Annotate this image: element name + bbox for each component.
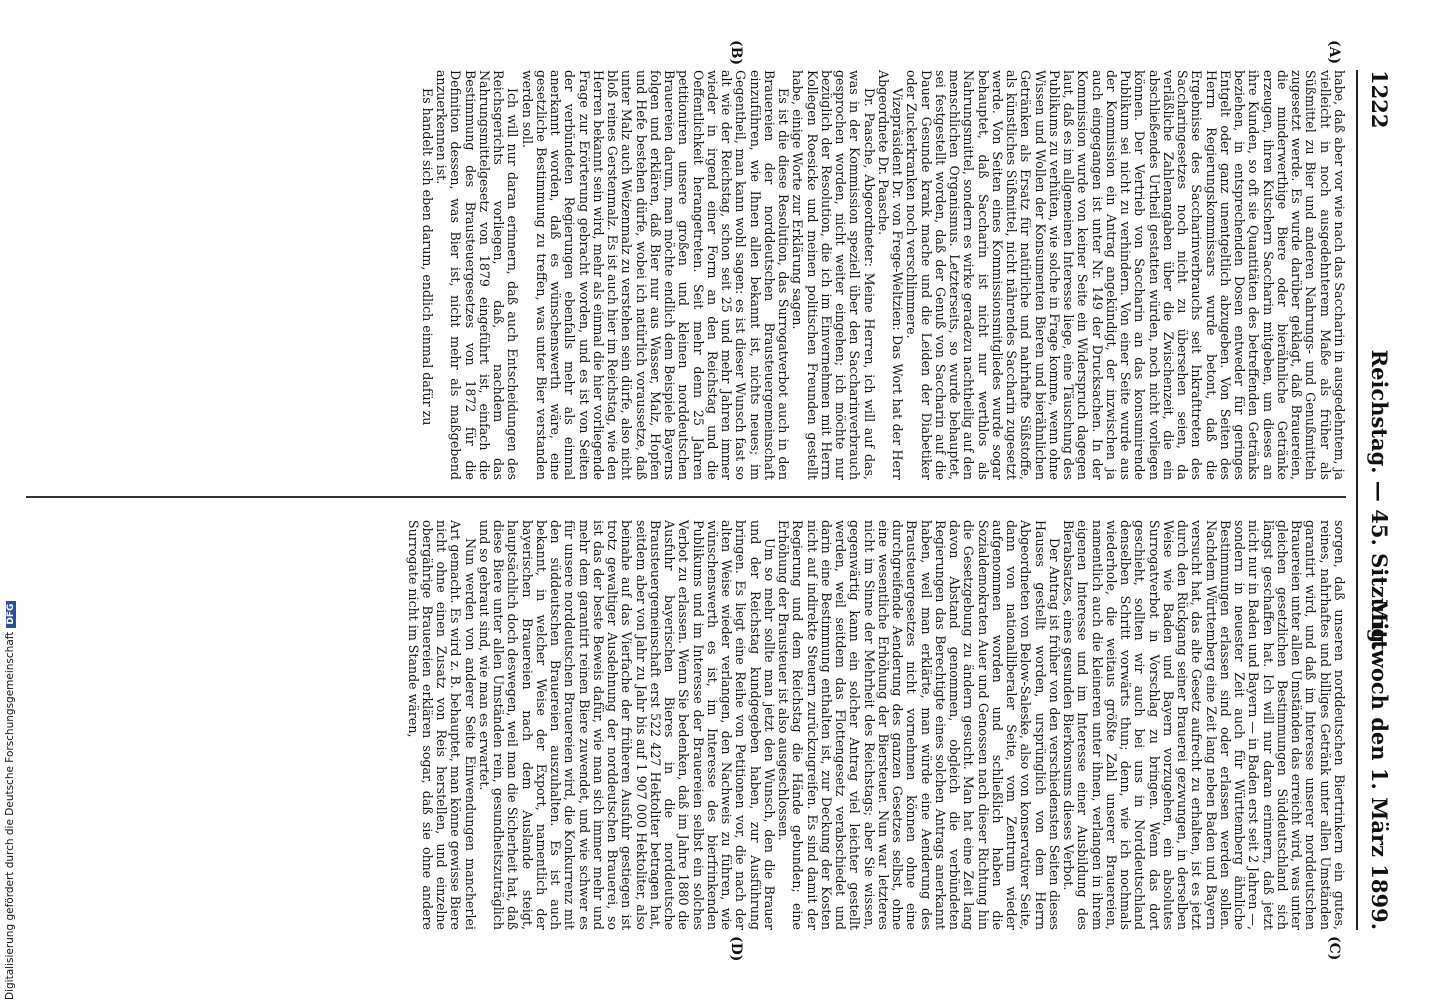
session-date: Mittwoch den 1. März 1899. [1367, 599, 1392, 930]
margin-marker-c: (C) [1326, 936, 1342, 961]
paragraph: Nun werden von anderer Seite Einwendungen mancherlei Art gemacht. Es wird z. B. behauptet, man könne gewisse Biere nicht ohne einen Zusatz von Reis herstellen, und einzelne obergährige Brauereien erklären sogar, daß sie ohne andere Surrogate nicht im Stande wären, [405, 520, 478, 930]
paragraph: Ich will nur daran erinnern, daß auch Entscheidungen des Reichsgerichts vorliegen, daß, nachdem das Nahrungsmittelgesetz von 1879 eingeführt ist, einfach die Bestimmung des Brausteuergesetzes von 1872 für die Definition dessen, was Bier ist, nicht mehr als maßgebend anzuerkennen ist. [434, 70, 521, 480]
margin-marker-a: (A) [1326, 40, 1342, 65]
digitization-credit [4, 601, 16, 1000]
speaker-paragraph: Vizepräsident Dr. von Frege-Weltzien: Das Wort hat der Herr Abgeordnete Dr. Paasche. [876, 70, 906, 480]
page-header [1360, 70, 1392, 930]
paragraph: Um so mehr sollte man jetzt den Wunsch, den die Brauer und der Reichstag kundgegeben haben, zur Ausführung bringen. Es liegt eine Reihe von Petitionen vor, die nach der alten Weise wieder verlangen, den Nachweis zu führen, wie wünschenswerth es ist, im Interesse des bierfrinkenden Publikums und im Interesse der Brauereien selbst ein solches Verbot zu erlassen. Wenn Sie bedenken, daß im Jahre 1880 die Ausfuhr bayerischen Bieres in die norddeutsche Brausteuergemeinschaft erst 522 427 Hektoliter betragen hat, seitdem aber von Jahr zu Jahr bis auf 1 907 000 Hektoliter, also beinahe auf das Vierfache der früheren Ausfuhr gestiegen ist trotz gewaltiger Ausdehnung der norddeutschen Brauerei, so ist das der beste Beweis dafür, wie man sich immer mehr und mehr dem garantirt reinen Biere zuwendet, und wie schwer es für unsere norddeutschen Brauereien wird, die Konkurrenz mit den süddeutschen Brauereien auszuhalten. Es ist auch bekannt, in welcher Weise der Export, namentlich der bayerischen Brauereien nach dem Auslande steigt, hauptsächlich doch deswegen, weil man die Sicherheit hat, daß diese Biere unter allen Umständen rein, gesundheitszuträglich und so gebraut sind, wie man es erwartet. [477, 520, 777, 930]
right-column [406, 520, 1347, 930]
session-title: Reichstag. — 45. Sitzung. [1367, 349, 1392, 651]
paragraph: Der Antrag ist früher von den verschiedensten Seiten dieses Hauses gestellt worden, ursprünglich von dem Herrn Abgeordneten von Below-Saleske, also von konservativer Seite, dann von nationalliberaler Seite, vom Zentrum wieder aufgenommen worden und schließlich haben die Sozialdemokraten Auer und Genossen nach dieser Richtung hin die Gesetzgebung zu ändern gesucht. Man hat eine Zeit lang davon Abstand genommen, obgleich die verbündeten Regierungen das Berechtigte eines solchen Antrags anerkannt haben, weil man erklärte, man würde eine Aenderung des Brausteuergesetzes nicht vornehmen können ohne eine durchgreifende Aenderung des ganzen Gesetzes selbst, ohne eine wesentliche Erhöhung der Biersteuer. Nun war letzteres nicht im Sinne der Mehrheit des Reichstags; aber Sie wissen, gegenwärtig kann ein solcher Antrag viel leichter gestellt werden, weil seitdem das Flottengesetz verabschiedet und darin eine Bestimmung enthalten ist, zur Deckung der Kosten nicht auf indirekte Steuern zurückzugreifen. Es sind damit der Regierung und dem Reichstag die Hände gebunden; eine Erhöhung der Brausteuer ist also ausgeschlossen. [776, 520, 1062, 930]
paragraph: Es ist die diese Resolution, das Surrogatverbot auch in den Brauereien der norddeutschen Brausteuergemeinschaft einzuführen, wie Ihnen allen bekannt ist, nichts neues; im Gegentheil, man kann wohl sagen: es ist dieser Wunsch fast so alt wie der Reichstag, schon seit 25 und mehr Jahren immer wieder in irgend einer Form an den Reichstag und die Oeffentlichkeit herangetreten. Seit mehr denn 25 Jahren petitioniren unsere großen und kleinen norddeutschen Brauereien darum, man möchte endlich dem Beispiele Bayerns folgen und erklären, daß Bier nur aus Wasser, Malz, Hopfen und Hefe bestehen dürfe, wobei ich natürlich voraussetze, daß unter Malz auch Weizenmalz zu verstehen sein dürfe, also nicht bloß reines Gerstenmalz. Es ist auch hier im Reichstag, wie den Herren bekannt sein wird, mehr als einmal die hier vorliegende Frage zur Erörterung gebracht worden, und es ist von Seiten der verbündeten Regierungen ebenfalls mehr als einmal anerkannt worden, daß es wünschenswerth wäre, eine gesetzliche Bestimmung zu treffen, was unter Bier verstanden werden soll. [519, 70, 792, 480]
credit-text: Digitalisierung gefördert durch die Deutsche Forschungsgemeinschaft [4, 631, 16, 1000]
paragraph: sorgen, daß unseren norddeutschen Biertrinkern ein gutes, reines, nahrhaftes und billiges Getränk unter allen Umständen garantirt wird, und daß im Interesse unserer norddeutschen Brauereien unter allen Umständen das erreicht wird, was unter gleichen gesetzlichen Bestimmungen Süddeutschland sich längst geschaffen hat. Ich will nur daran erinnern, daß jetzt nicht nur in Baden und Bayern — in Baden erst seit 2 Jahren —, sondern in neuester Zeit auch für Württemberg ähnliche Bestimmungen erlassen sind oder erlassen werden sollen. Nachdem Württemberg eine Zeit lang neben Baden und Bayern versucht hat, das alte Gesetz aufrecht zu erhalten, ist es jetzt durch den Rückgang seiner Brauerei gezwungen, in derselben Weise wie Baden und Bayern vorzugehen, ein absolutes Surrogatverbot in Vorschlag zu bringen. Wenn das dort geschieht, sollten wir auch bei uns in Norddeutschland denselben Schritt vorwärts thun; denn, wie ich nochmals wiederhole, die weitaus größte Zahl unserer Brauereien, namentlich auch die kleineren unter ihnen, verlangen in ihrem eigenen Interesse und im Interesse einer Ausbildung des Bierabsatzes, eines gesunden Bierkonsums dieses Verbot. [1061, 520, 1347, 930]
speaker-paragraph: Dr. Paasche, Abgeordneter: Meine Herren, ich will auf das, was in der Kommission speziell über den Saccharinverbrauch gesprochen worden, nicht weiter eingehen; ich möchte nur bezüglich der Resolution, die ich im Einvernehmen mit Herrn Kollegen Roesicke und meinen politischen Freunden gestellt habe, einige Worte zur Erklärung sagen. [790, 70, 877, 480]
margin-marker-d: (D) [728, 936, 744, 962]
paragraph: habe, daß aber vor wie nach das Saccharin in ausgedehntem, ja vielleicht in noch ausgedehnterem Maße als früher als Süßmittel zu Bier und anderen Nahrungs- und Genußmitteln zugesetzt werde. Es wurde darüber geklagt, daß Brauereien, die minderwerthige Biere oder bierähnliche Getränke erzeugen, ihren Kutschern Saccharin mitgeben, um dieses an ihre Kunden, so oft sie Quantitäten des betreffenden Getränks beziehen, in entsprechenden Dosen entweder für geringes Entgelt oder ganz unentgeltlich abzugeben. Von Seiten des Herrn Regierungskommissars wurde betont, daß die Ergebnisse des Saccharinverbrauchs seit Inkrafttreten des Saccharingesetzes noch nicht zu übersehen seien, da verläßliche Zahlenangaben über die Zwischenzeit, die ein abschließendes Urtheil gestatten würden, noch nicht vorliegen können. Der Vertrieb von Saccharin an das konsumirende Publikum sei nicht zu verhindern. Von einer Seite wurde aus der Kommission ein Antrag angekündigt, der inzwischen ja auch eingegangen ist unter Nr. 149 der Drucksachen. In der Kommission wurde von keiner Seite ein Widerspruch dagegen laut, daß es im allgemeinen Interesse liege, eine Täuschung des Publikums zu verhüten, wie solche in Frage komme, wenn ohne Wissen und Wollen der Konsumenten Bieren und bierähnlichen Getränken als Ersatz für natürliche und nahrhafte Süßstoffe, als künstliches Süßmittel, nicht nährendes Saccharin zugesetzt werde. Von Seiten eines Kommissionsmitgliedes wurde sogar behauptet, daß Saccharin ist nicht nur werthlos als Nahrungsmittel, sondern es wirke geradezu nachtheilig auf den menschlichen Organismus. Letzterseits, so wurde behauptet, sei festgestellt worden, daß der Genuß von Saccharin auf die Dauer Gesunde krank mache und die Leiden der Diabetiker oder Zuckerkranken noch verschlimmere. [904, 70, 1347, 480]
dfg-logo: DFG [6, 601, 16, 628]
column-divider [26, 496, 1346, 498]
left-column [420, 70, 1346, 480]
margin-marker-b: (B) [728, 40, 744, 66]
paragraph: Es handelt sich eben darum, endlich einmal dafür zu [420, 88, 435, 426]
page-number: 1222 [1367, 70, 1392, 129]
header-rule [1356, 70, 1358, 930]
